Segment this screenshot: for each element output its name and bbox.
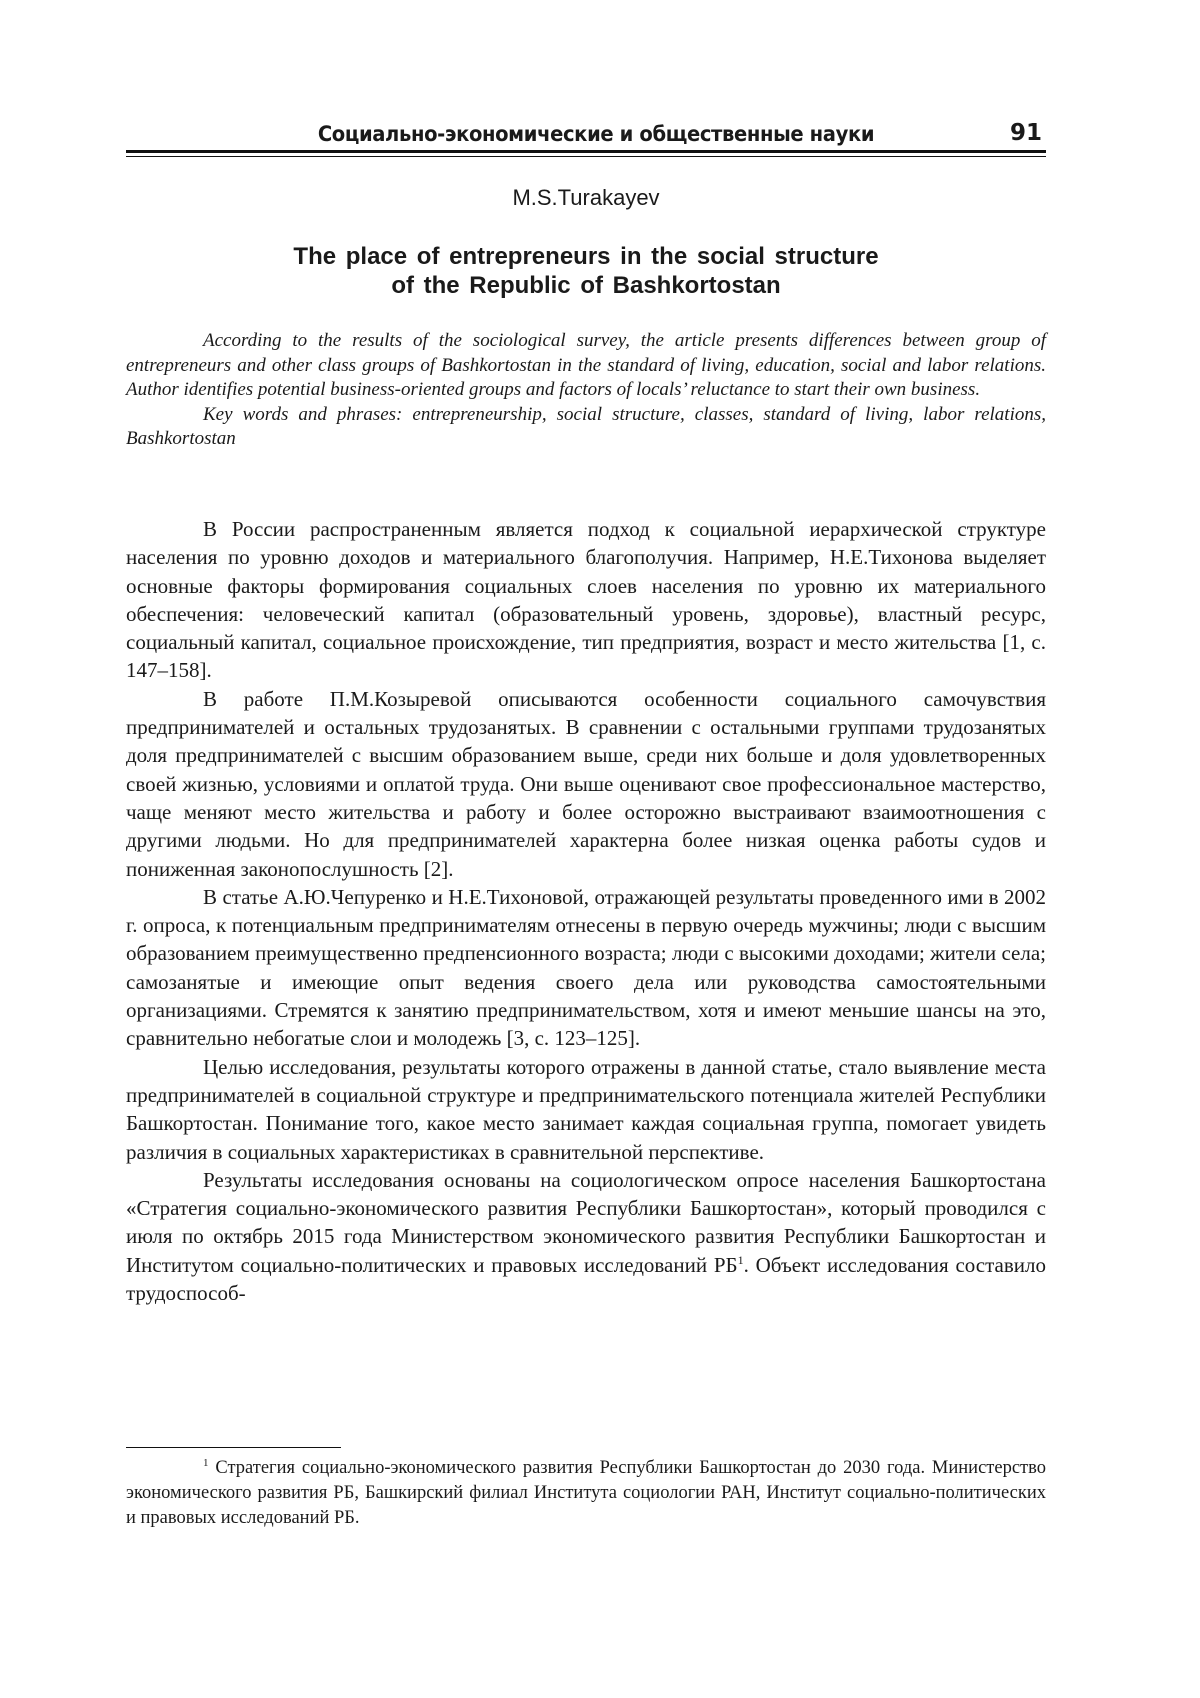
article-title-line-1: The place of entrepreneurs in the social structure <box>293 243 879 270</box>
header-rule-thick <box>126 150 1046 153</box>
footnote <box>126 1456 1046 1531</box>
article-author: M.S.Turakayev <box>512 185 660 210</box>
footnote-reference: 1 <box>737 1252 744 1267</box>
page-number: 91 <box>1009 120 1042 146</box>
footnote-paragraph <box>126 1456 1046 1531</box>
article-title <box>176 242 996 300</box>
header-rule-thin <box>126 156 1046 157</box>
body-paragraph-3: В статье А.Ю.Чепуренко и Н.Е.Тихоновой, отражающей результаты проведенного ими в 2002 г. опроса, к потенциальным предпринимателям отнесены в первую очередь мужчины; люди с высшим образованием преимущественно предпенсионного возраста; люди с высокими доходами; жители села; самозанятые и имеющие опыт ведения своего дела или руководства самостоятельными организациями. Стремятся к занятию предпринимательством, хотя и имеют меньшие шансы на это, сравнительно небогатые слои и молодежь [3, с. 123–125]. <box>126 884 1046 1051</box>
body-paragraph-4: Целью исследования, результаты которого отражены в данной статье, стало выявление места предпринимателей в социальной структуре и предпринимательского потенциала жителей Республики Башкортостан. Понимание того, какое место занимает каждая социальная группа, помогает увидеть различия в социальных характеристиках в сравнительной перспективе. <box>126 1054 1046 1164</box>
body-paragraph-1: В России распространенным является подход к социальной иерархической структуре населения по уровню доходов и материального благополучия. Например, Н.Е.Тихонова выделяет основные факторы формирования социальных слоев населения по уровню их материального обеспечения: человеческий капитал (образовательный уровень, здоровье), властный ресурс, социальный капитал, социальное происхождение, тип предприятия, возраст и место жительства [1, с. 147–158]. <box>126 517 1046 683</box>
article-body <box>126 515 1046 1307</box>
running-header <box>126 118 1046 160</box>
footnote-text: Стратегия социально-экономического развития Республики Башкортостан до 2030 года. Министерство экономического развития РБ, Башкирский филиал Института социологии РАН, Институт социально-политических и правовых исследований РБ. <box>126 1458 1046 1528</box>
footnote-marker: 1 <box>203 1456 209 1469</box>
body-paragraph-5-continuation: . Объект исследования составило трудоспособ- <box>126 1252 1046 1306</box>
abstract-keywords: Key words and phrases: entrepreneurship, social structure, classes, standard of living, labor relations, Bashkortostan <box>126 403 1046 449</box>
abstract-summary: According to the results of the sociological survey, the article presents differences between group of entrepreneurs and other class groups of Bashkortostan in the standard of living, education, social and labor relations. Author identifies potential business-oriented groups and factors of locals’ reluctance to start their own business. <box>126 330 1046 400</box>
abstract <box>126 329 1046 452</box>
body-paragraph-5 <box>126 1166 1046 1307</box>
footnote-separator <box>126 1447 341 1448</box>
body-paragraph-2: В работе П.М.Козыревой описываются особенности социального самочувствия предпринимателей и остальных трудозанятых. В сравнении с остальными группами трудозанятых доля предпринимателей с высшим образованием выше, среди них больше и доля удовлетворенных своей жизнью, условиями и оплатой труда. Они выше оценивают свое профессиональное мастерство, чаще меняют место жительства и работу и более осторожно выстраивают взаимоотношения с другими людьми. Но для предпринимателей характерна более низкая оценка работы судов и пониженная законопослушность [2]. <box>126 686 1046 881</box>
body-paragraph-5-text: Результаты исследования основаны на социологическом опросе населения Башкортостана «Стратегия социально-экономического развития Республики Башкортостан», который проводился с июля по октябрь 2015 года Министерством экономического развития Республики Башкортостан и Институтом социально-политических и правовых исследований РБ <box>126 1167 1046 1277</box>
article-title-line-2: of the Republic of Bashkortostan <box>391 272 781 299</box>
journal-section-title: Социально-экономические и общественные науки <box>317 122 875 146</box>
